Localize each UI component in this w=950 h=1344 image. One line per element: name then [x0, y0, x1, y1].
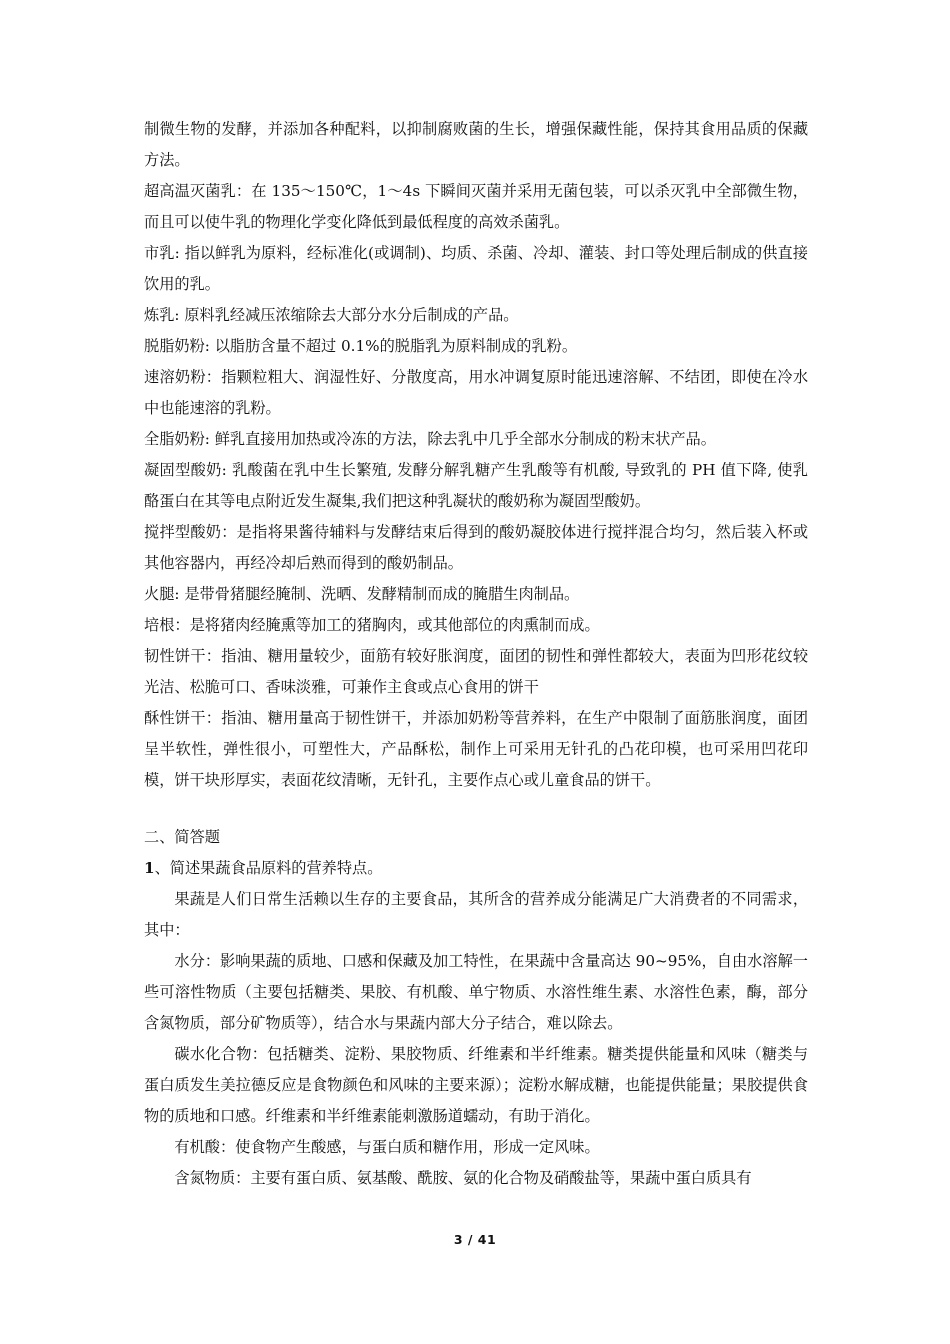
page-number: 3 / 41 [453, 1232, 497, 1247]
paragraph-whole-milk-powder: 全脂奶粉: 鲜乳直接用加热或冷冻的方法，除去乳中几乎全部水分制成的粉末状产品。 [144, 430, 716, 448]
paragraph-instant-milk-powder: 速溶奶粉：指颗粒粗大、润湿性好、分散度高，用水冲调复原时能迅速溶解、不结团，即使在冷水中也能速溶的乳粉。 [144, 368, 808, 417]
paragraph-ham: 火腿: 是带骨猪腿经腌制、洗晒、发酵精制而成的腌腊生肉制品。 [144, 585, 580, 603]
paragraph-organic-acids: 有机酸：使食物产生酸感，与蛋白质和糖作用，形成一定风味。 [174, 1138, 600, 1156]
page-body [144, 114, 808, 1194]
paragraph-water: 水分：影响果蔬的质地、口感和保藏及加工特性，在果蔬中含量高达 90~95%，自由水溶解一些可溶性物质（主要包括糖类、果胶、有机酸、单宁物质、水溶性维生素、水溶性色素，酶，部分含氮物质，部分矿物质等），结合水与果蔬内部大分子结合，难以除去。 [144, 952, 808, 1032]
paragraph-uht-milk: 超高温灭菌乳：在 135～150℃，1～4s 下瞬间灭菌并采用无菌包装，可以杀灭乳中全部微生物，而且可以使牛乳的物理化学变化降低到最低程度的高效杀菌乳。 [144, 182, 808, 231]
paragraph-condensed-milk: 炼乳: 原料乳经减压浓缩除去大部分水分后制成的产品。 [144, 306, 519, 324]
question-heading [144, 853, 808, 884]
paragraph-hard-biscuit: 韧性饼干：指油、糖用量较少，面筋有较好胀润度，面团的韧性和弹性都较大，表面为凹形花纹较光洁、松脆可口、香味淡雅，可兼作主食或点心食用的饼干 [144, 647, 808, 696]
paragraph-stirred-yogurt: 搅拌型酸奶：是指将果酱待辅料与发酵结束后得到的酸奶凝胶体进行搅拌混合均匀，然后装入杯或其他容器内，再经冷却后熟而得到的酸奶制品。 [144, 523, 808, 572]
question-number: 1 [144, 859, 155, 877]
paragraph-bacon: 培根：是将猪肉经腌熏等加工的猪胸肉，或其他部位的肉熏制而成。 [144, 616, 600, 634]
paragraph-market-milk: 市乳: 指以鲜乳为原料，经标准化(或调制)、均质、杀菌、冷却、灌装、封口等处理后制成的供直接饮用的乳。 [144, 244, 808, 293]
paragraph-short-biscuit: 酥性饼干：指油、糖用量高于韧性饼干，并添加奶粉等营养料，在生产中限制了面筋胀润度，面团呈半软性，弹性很小，可塑性大，产品酥松，制作上可采用无针孔的凸花印模，也可采用凹花印模，饼干块形厚实，表面花纹清晰，无针孔，主要作点心或儿童食品的饼干。 [144, 709, 808, 789]
paragraph-carbohydrates: 碳水化合物：包括糖类、淀粉、果胶物质、纤维素和半纤维素。糖类提供能量和风味（糖类与蛋白质发生美拉德反应是食物颜色和风味的主要来源）；淀粉水解成糖，也能提供能量；果胶提供食物的质地和口感。纤维素和半纤维素能刺激肠道蠕动，有助于消化。 [144, 1045, 808, 1125]
section-heading: 二、简答题 [144, 828, 220, 846]
paragraph-nitrogen-compounds: 含氮物质：主要有蛋白质、氨基酸、酰胺、氨的化合物及硝酸盐等，果蔬中蛋白质具有 [174, 1169, 752, 1187]
paragraph-fermentation-tail: 制微生物的发酵，并添加各种配料，以抑制腐败菌的生长，增强保藏性能，保持其食用品质的保藏方法。 [144, 120, 808, 169]
paragraph-fruit-veg-intro: 果蔬是人们日常生活赖以生存的主要食品，其所含的营养成分能满足广大消费者的不同需求，其中： [144, 890, 808, 939]
paragraph-set-yogurt: 凝固型酸奶: 乳酸菌在乳中生长繁殖, 发酵分解乳糖产生乳酸等有机酸, 导致乳的 PH 值下降, 使乳酪蛋白在其等电点附近发生凝集,我们把这种乳凝状的酸奶称为凝固型酸奶。 [144, 461, 808, 510]
paragraph-skim-milk-powder: 脱脂奶粉: 以脂肪含量不超过 0.1%的脱脂乳为原料制成的乳粉。 [144, 337, 578, 355]
question-text: 、简述果蔬食品原料的营养特点。 [154, 859, 383, 877]
